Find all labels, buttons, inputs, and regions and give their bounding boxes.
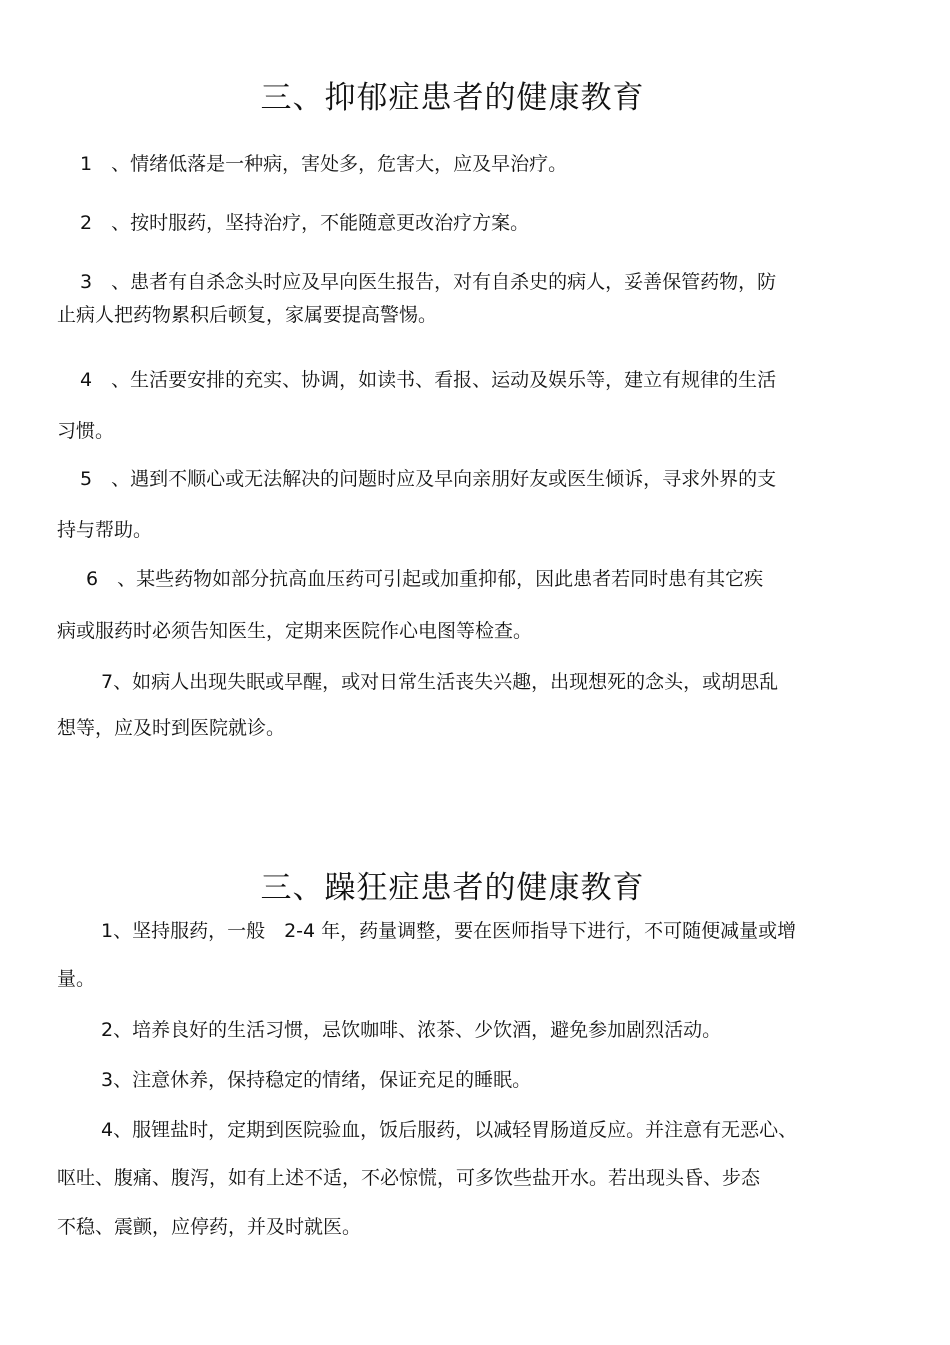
s1-item-7-line-1: 7、如病人出现失眠或早醒，或对日常生活丧失兴趣，出现想死的念头，或胡思乱 [101, 671, 779, 693]
s1-item-5-line-1: 5 、遇到不顺心或无法解决的问题时应及早向亲朋好友或医生倾诉，寻求外界的支 [80, 468, 777, 490]
s2-item-4-line-3: 不稳、震颤，应停药，并及时就医。 [57, 1216, 362, 1238]
s1-item-3-line-2: 止病人把药物累积后顿复，家属要提高警惕。 [57, 304, 438, 326]
section-1-title: 三、抑郁症患者的健康教育 [260, 80, 645, 116]
s1-item-5-line-2: 持与帮助。 [57, 519, 153, 541]
s1-item-7-line-2: 想等，应及时到医院就诊。 [57, 717, 286, 739]
s1-item-6-line-1: 6 、某些药物如部分抗高血压药可引起或加重抑郁，因此患者若同时患有其它疾 [86, 568, 764, 590]
s2-item-4-line-1: 4、服锂盐时，定期到医院验血，饭后服药，以减轻胃肠道反应。并注意有无恶心、 [101, 1119, 798, 1141]
s2-item-2-line-1: 2、培养良好的生活习惯，忌饮咖啡、浓茶、少饮酒，避免参加剧烈活动。 [101, 1019, 722, 1041]
s1-item-4-line-2: 习惯。 [57, 420, 115, 442]
s1-item-4-line-1: 4 、生活要安排的充实、协调，如读书、看报、运动及娱乐等，建立有规律的生活 [80, 369, 777, 391]
s1-item-1-line-1: 1 、情绪低落是一种病，害处多，危害大，应及早治疗。 [80, 153, 568, 175]
section-2-title: 三、躁狂症患者的健康教育 [260, 870, 645, 906]
s1-item-6-line-2: 病或服药时必须告知医生，定期来医院作心电图等检查。 [57, 620, 533, 642]
s1-item-2-line-1: 2 、按时服药，坚持治疗，不能随意更改治疗方案。 [80, 212, 530, 234]
s2-item-1-line-2: 量。 [57, 968, 96, 990]
s1-item-3-line-1: 3 、患者有自杀念头时应及早向医生报告，对有自杀史的病人，妥善保管药物，防 [80, 271, 777, 293]
s2-item-1-line-1: 1、坚持服药，一般 2-4 年，药量调整，要在医师指导下进行，不可随便减量或增 [101, 920, 797, 942]
s2-item-4-line-2: 呕吐、腹痛、腹泻，如有上述不适，不必惊慌，可多饮些盐开水。若出现头昏、步态 [57, 1167, 761, 1189]
s2-item-3-line-1: 3、注意休养，保持稳定的情绪，保证充足的睡眠。 [101, 1069, 532, 1091]
